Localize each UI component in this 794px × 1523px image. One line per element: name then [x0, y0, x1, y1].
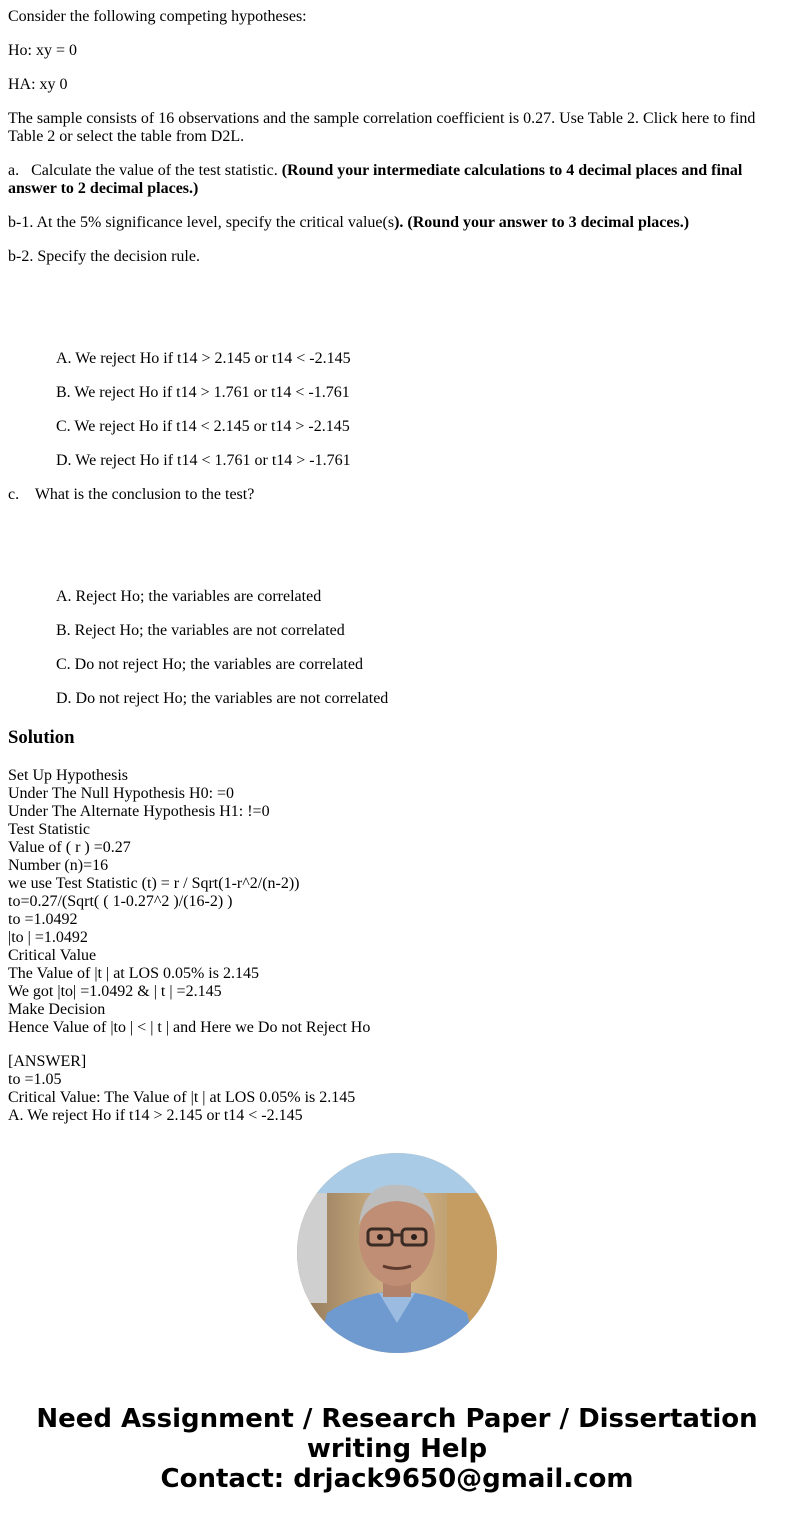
- solution-line: Number (n)=16: [8, 857, 109, 874]
- part-b1-instruction: ). (Round your answer to 3 decimal places.): [394, 214, 690, 231]
- promo-line-2: writing Help: [306, 1434, 488, 1464]
- promo-banner: [0, 1404, 794, 1494]
- solution-line: Value of ( r ) =0.27: [8, 839, 131, 856]
- solution-line: |to | =1.0492: [8, 929, 88, 946]
- b2-option-d: D. We reject Ho if t14 < 1.761 or t14 > -1.761: [56, 452, 351, 469]
- part-c: c. What is the conclusion to the test?: [8, 486, 255, 503]
- answer-line: [ANSWER]: [8, 1053, 87, 1070]
- solution-line: Under The Null Hypothesis H0: =0: [8, 785, 235, 802]
- part-b1: [8, 214, 786, 232]
- c-option-b: B. Reject Ho; the variables are not correlated: [56, 622, 345, 639]
- solution-heading: Solution: [8, 727, 75, 748]
- b2-option-b: B. We reject Ho if t14 > 1.761 or t14 < -1.761: [56, 384, 350, 401]
- promo-line-1: Need Assignment / Research Paper / Dissertation: [36, 1404, 758, 1434]
- promo-contact: Contact: drjack9650@gmail.com: [160, 1464, 634, 1494]
- solution-line: to =1.0492: [8, 911, 78, 928]
- solution-line: We got |to| =1.0492 & | t | =2.145: [8, 983, 222, 1000]
- solution-steps: [8, 767, 786, 1037]
- solution-line: Set Up Hypothesis: [8, 767, 128, 784]
- alternate-hypothesis: HA: xy 0: [8, 76, 68, 93]
- c-option-a: A. Reject Ho; the variables are correlated: [56, 588, 322, 605]
- c-option-d: D. Do not reject Ho; the variables are not correlated: [56, 690, 389, 707]
- part-a-text: a. Calculate the value of the test statistic.: [8, 162, 282, 179]
- part-a: [8, 162, 786, 198]
- sample-description: The sample consists of 16 observations and the sample correlation coefficient is 0.27. Use Table 2. Click here to find Table 2 or select the table from D2L.: [8, 110, 760, 145]
- part-b2: b-2. Specify the decision rule.: [8, 248, 200, 265]
- part-a-instruction: (Round your intermediate calculations to 4 decimal places and final answer to 2 decimal places.): [8, 162, 747, 197]
- b2-option-a: A. We reject Ho if t14 > 2.145 or t14 < -2.145: [56, 350, 351, 367]
- answer-line: to =1.05: [8, 1071, 62, 1088]
- answer-line: A. We reject Ho if t14 > 2.145 or t14 < -2.145: [8, 1107, 303, 1124]
- part-b1-text: b-1. At the 5% significance level, specify the critical value(s: [8, 214, 395, 231]
- avatar: [297, 1153, 497, 1353]
- answer-line: Critical Value: The Value of |t | at LOS 0.05% is 2.145: [8, 1089, 356, 1106]
- question-intro: Consider the following competing hypotheses:: [8, 8, 307, 25]
- b2-option-c: C. We reject Ho if t14 < 2.145 or t14 > -2.145: [56, 418, 350, 435]
- solution-line: Under The Alternate Hypothesis H1: !=0: [8, 803, 270, 820]
- null-hypothesis: Ho: xy = 0: [8, 42, 78, 59]
- solution-line: Hence Value of |to | < | t | and Here we Do not Reject Ho: [8, 1019, 371, 1036]
- c-option-c: C. Do not reject Ho; the variables are correlated: [56, 656, 363, 673]
- solution-line: Critical Value: [8, 947, 97, 964]
- solution-line: Test Statistic: [8, 821, 90, 838]
- answer-block: [8, 1053, 786, 1125]
- solution-line: we use Test Statistic (t) = r / Sqrt(1-r^2/(n-2)): [8, 875, 300, 892]
- solution-line: Make Decision: [8, 1001, 106, 1018]
- solution-line: The Value of |t | at LOS 0.05% is 2.145: [8, 965, 259, 982]
- solution-line: to=0.27/(Sqrt( ( 1-0.27^2 )/(16-2) ): [8, 893, 233, 910]
- person-portrait-icon: [297, 1153, 497, 1353]
